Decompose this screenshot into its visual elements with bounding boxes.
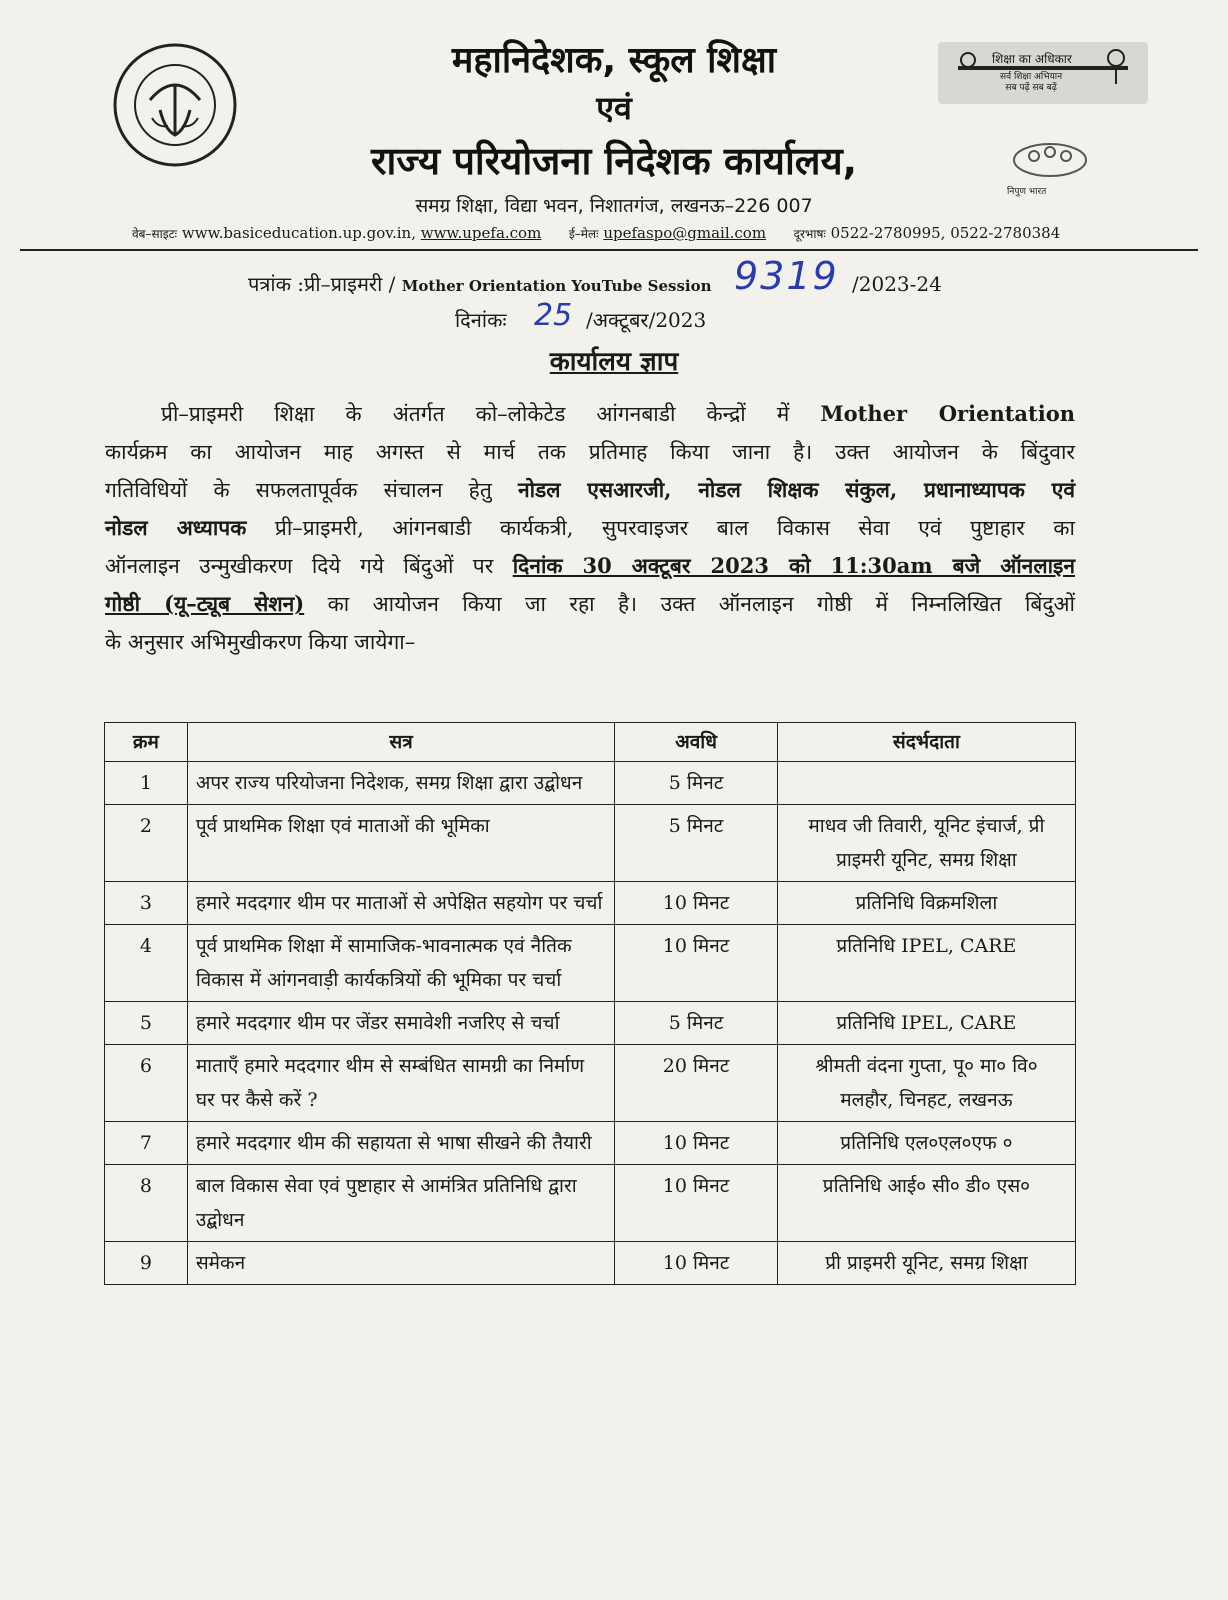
cell-session: हमारे मददगार थीम पर माताओं से अपेक्षित सहयोग पर चर्चा <box>187 882 614 925</box>
col-header-serial: क्रम <box>105 723 188 762</box>
header-line-1: महानिदेशक, स्कूल शिक्षा <box>451 40 777 81</box>
phone-numbers: 0522-2780995, 0522-2780384 <box>830 224 1061 242</box>
office-address: समग्र शिक्षा, विद्या भवन, निशातगंज, लखनऊ–226 007 <box>415 195 813 217</box>
table-row <box>105 1045 1076 1122</box>
cell-speaker: प्रतिनिधि एल०एल०एफ ० <box>777 1122 1075 1165</box>
table-header-row <box>105 723 1076 762</box>
cell-session: अपर राज्य परियोजना निदेशक, समग्र शिक्षा द्वारा उद्बोधन <box>187 762 614 805</box>
cell-serial: 4 <box>105 925 188 1002</box>
para-line-5: ऑनलाइन उन्मुखीकरण दिये गये बिंदुओं पर दिनांक 30 अक्टूबर 2023 को 11:30am बजे ऑनलाइन <box>105 553 1075 578</box>
cell-serial: 6 <box>105 1045 188 1122</box>
reference-line <box>248 270 712 297</box>
phone-label: दूरभाषः <box>793 227 826 241</box>
table-row <box>105 762 1076 805</box>
cell-session: समेकन <box>187 1242 614 1285</box>
table-row <box>105 925 1076 1002</box>
cell-session: हमारे मददगार थीम की सहायता से भाषा सीखने की तैयारी <box>187 1122 614 1165</box>
cell-duration: 10 मिनट <box>615 925 778 1002</box>
cell-duration: 20 मिनट <box>615 1045 778 1122</box>
cell-speaker: माधव जी तिवारी, यूनिट इंचार्ज, प्री प्राइमरी यूनिट, समग्र शिक्षा <box>777 805 1075 882</box>
body-paragraph <box>105 395 1075 661</box>
page-title-text: कार्यालय ज्ञाप <box>549 347 679 377</box>
cell-session: पूर्व प्राथमिक शिक्षा एवं माताओं की भूमिका <box>187 805 614 882</box>
table-row <box>105 805 1076 882</box>
table-row <box>105 882 1076 925</box>
date-day-handwritten: 25 <box>534 298 573 333</box>
reference-subject: Mother Orientation YouTube Session <box>401 277 712 295</box>
cell-serial: 1 <box>105 762 188 805</box>
cell-duration: 5 मिनट <box>615 762 778 805</box>
date-month-year: /अक्टूबर/2023 <box>586 308 707 332</box>
col-header-duration: अवधि <box>615 723 778 762</box>
cell-serial: 5 <box>105 1002 188 1045</box>
rte-sub-line-1: सर्व शिक्षा अभियान <box>1000 72 1063 82</box>
header-divider <box>20 249 1198 251</box>
cell-speaker: प्री प्राइमरी यूनिट, समग्र शिक्षा <box>777 1242 1075 1285</box>
cell-duration: 10 मिनट <box>615 1165 778 1242</box>
table-row <box>105 1242 1076 1285</box>
rte-logo-subtitle <box>1000 72 1062 94</box>
rte-sub-line-2: सब पढ़ें सब बढ़ें <box>1005 83 1057 93</box>
cell-serial: 2 <box>105 805 188 882</box>
col-header-session: सत्र <box>187 723 614 762</box>
web-link-1[interactable]: www.basiceducation.up.gov.in, <box>181 224 416 242</box>
reference-year: /2023-24 <box>852 272 942 296</box>
rte-logo-title: शिक्षा का अधिकार <box>992 52 1072 66</box>
para-line-7: के अनुसार अभिमुखीकरण किया जायेगा– <box>105 630 416 654</box>
cell-duration: 5 मिनट <box>615 805 778 882</box>
header-line-2: एवं <box>596 89 632 127</box>
cell-speaker: श्रीमती वंदना गुप्ता, पू० मा० वि० मलहौर, चिनहट, लखनऊ <box>777 1045 1075 1122</box>
cell-session: हमारे मददगार थीम पर जेंडर समावेशी नजरिए से चर्चा <box>187 1002 614 1045</box>
cell-session: बाल विकास सेवा एवं पुष्टाहार से आमंत्रित प्रतिनिधि द्वारा उद्बोधन <box>187 1165 614 1242</box>
reference-prefix: पत्रांक :प्री–प्राइमरी / <box>248 272 396 296</box>
cell-duration: 10 मिनट <box>615 1122 778 1165</box>
cell-speaker: प्रतिनिधि आई० सी० डी० एस० <box>777 1165 1075 1242</box>
cell-duration: 5 मिनट <box>615 1002 778 1045</box>
header-line-3: राज्य परियोजना निदेशक कार्यालय, <box>370 139 858 183</box>
table-row <box>105 1165 1076 1242</box>
cell-speaker: प्रतिनिधि विक्रमशिला <box>777 882 1075 925</box>
cell-serial: 8 <box>105 1165 188 1242</box>
reference-number-handwritten: 9319 <box>734 254 839 298</box>
para-line-1: प्री–प्राइमरी शिक्षा के अंतर्गत को–लोकेटेड आंगनबाडी केन्द्रों में Mother Orientation <box>161 401 1075 426</box>
cell-serial: 7 <box>105 1122 188 1165</box>
cell-serial: 3 <box>105 882 188 925</box>
cell-speaker: प्रतिनिधि IPEL, CARE <box>777 1002 1075 1045</box>
contact-line <box>132 224 1092 242</box>
cell-session: पूर्व प्राथमिक शिक्षा में सामाजिक-भावनात्मक एवं नैतिक विकास में आंगनवाड़ी कार्यकत्रियों की भूमिका पर चर्चा <box>187 925 614 1002</box>
cell-duration: 10 मिनट <box>615 882 778 925</box>
session-schedule-table <box>104 722 1076 1285</box>
cell-duration: 10 मिनट <box>615 1242 778 1285</box>
cell-speaker: प्रतिनिधि IPEL, CARE <box>777 925 1075 1002</box>
date-label: दिनांकः <box>455 308 507 332</box>
para-line-3: गतिविधियों के सफलतापूर्वक संचालन हेतु नोडल एसआरजी, नोडल शिक्षक संकुल, प्रधानाध्यापक एवं <box>105 477 1075 502</box>
col-header-speaker: संदर्भदाता <box>777 723 1075 762</box>
page-title <box>0 342 1228 378</box>
nipun-bharat-label: निपुण भारत <box>1007 187 1047 197</box>
email-link[interactable]: upefaspo@gmail.com <box>603 224 767 242</box>
table-row <box>105 1122 1076 1165</box>
email-label: ई–मेलः <box>568 227 599 241</box>
cell-speaker <box>777 762 1075 805</box>
web-link-2[interactable]: www.upefa.com <box>420 224 542 242</box>
para-line-2: कार्यक्रम का आयोजन माह अगस्त से मार्च तक प्रतिमाह किया जाना है। उक्त आयोजन के बिंदुवार <box>105 440 1075 464</box>
table-row <box>105 1002 1076 1045</box>
para-line-4: नोडल अध्यापक प्री–प्राइमरी, आंगनबाडी कार्यकत्री, सुपरवाइजर बाल विकास सेवा एवं पुष्टाहार का <box>105 515 1075 540</box>
para-line-6: गोष्ठी (यू–ट्यूब सेशन) का आयोजन किया जा रहा है। उक्त ऑनलाइन गोष्ठी में निम्नलिखित बिंदुओं <box>105 591 1075 616</box>
cell-serial: 9 <box>105 1242 188 1285</box>
web-label: वेब–साइटः <box>132 227 178 241</box>
cell-session: माताएँ हमारे मददगार थीम से सम्बंधित सामग्री का निर्माण घर पर कैसे करें ? <box>187 1045 614 1122</box>
